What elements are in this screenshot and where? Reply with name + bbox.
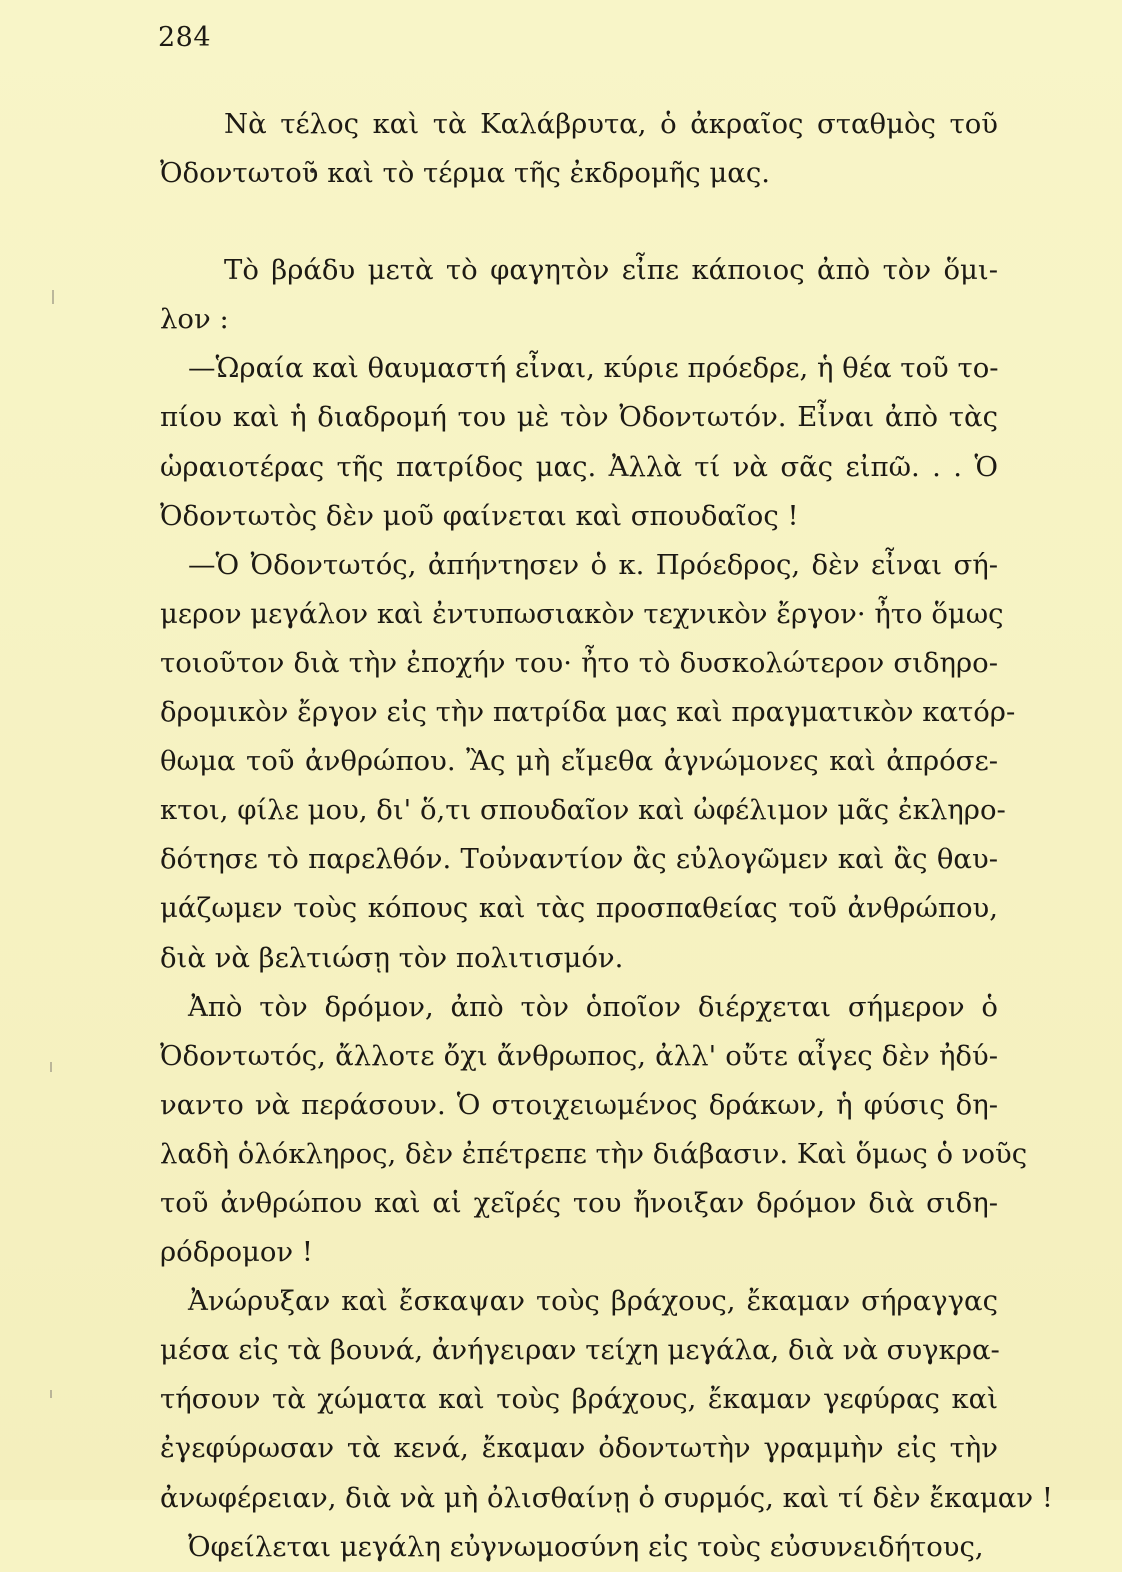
text-line: τοῦ ἀνθρώπου καὶ αἱ χεῖρές του ἤνοιξαν δρόμον διὰ σιδη- xyxy=(160,1186,998,1219)
margin-mark xyxy=(52,290,54,304)
text-line: μερον μεγάλον καὶ ἐντυπωσιακὸν τεχνικὸν ἔργον· ἦτο ὅμως xyxy=(160,597,1004,630)
text-line: Ἀνώρυξαν καὶ ἔσκαψαν τοὺς βράχους, ἔκαμαν σήραγγας xyxy=(188,1285,998,1318)
text-line: λαδὴ ὁλόκληρος, δὲν ἐπέτρεπε τὴν διάβασιν. Καὶ ὅμως ὁ νοῦς xyxy=(160,1137,1028,1170)
text-line: Ἀπὸ τὸν δρόμον, ἀπὸ τὸν ὁποῖον διέρχεται σήμερον ὁ xyxy=(188,990,998,1023)
text-line: ἀνωφέρειαν, διὰ νὰ μὴ ὀλισθαίνῃ ὁ συρμός, καὶ τί δὲν ἔκαμαν ! xyxy=(160,1481,1053,1514)
text-line: μέσα εἰς τὰ βουνά, ἀνήγειραν τείχη μεγάλα, διὰ νὰ συγκρα- xyxy=(160,1334,1000,1367)
margin-mark xyxy=(50,1390,52,1398)
text-line: δότησε τὸ παρελθόν. Τοὐναντίον ἂς εὐλογῶμεν καὶ ἂς θαυ- xyxy=(160,843,998,876)
text-line: λον : xyxy=(160,303,229,336)
text-line: θωμα τοῦ ἀνθρώπου. Ἂς μὴ εἴμεθα ἀγνώμονες καὶ ἀπρόσε- xyxy=(160,745,998,778)
section-gap xyxy=(160,198,998,246)
text-line: —Ὡραία καὶ θαυμαστή εἶναι, κύριε πρόεδρε, ἡ θέα τοῦ το- xyxy=(188,352,999,385)
text-line: Νὰ τέλος καὶ τὰ Καλάβρυτα, ὁ ἀκραῖος σταθμὸς τοῦ xyxy=(224,108,998,140)
text-line: Ὀδοντωτός, ἄλλοτε ὄχι ἄνθρωπος, ἀλλ' οὔτε αἶγες δὲν ἠδύ- xyxy=(160,1039,998,1072)
margin-mark xyxy=(50,1062,52,1072)
text-line: Ὀδοντωτοῦ καὶ τὸ τέρμα τῆς ἐκδρομῆς μας. xyxy=(160,157,770,190)
text-line: ἐγεφύρωσαν τὰ κενά, ἔκαμαν ὀδοντωτὴν γραμμὴν εἰς τὴν xyxy=(160,1432,998,1465)
text-line: ρόδρομον ! xyxy=(160,1236,313,1269)
text-line: τοιοῦτον διὰ τὴν ἐποχήν του· ἦτο τὸ δυσκολώτερον σιδηρο- xyxy=(160,646,998,679)
text-line: ναντο νὰ περάσουν. Ὁ στοιχειωμένος δράκων, ἡ φύσις δη- xyxy=(160,1088,998,1121)
text-line: πίου καὶ ἡ διαδρομή του μὲ τὸν Ὀδοντωτόν. Εἶναι ἀπὸ τὰς xyxy=(160,401,998,434)
text-line: κτοι, φίλε μου, δι' ὅ,τι σπουδαῖον καὶ ὠφέλιμον μᾶς ἐκληρο- xyxy=(160,794,1006,827)
text-line: ὡραιοτέρας τῆς πατρίδος μας. Ἀλλὰ τί νὰ σᾶς εἰπῶ. . . Ὁ xyxy=(160,450,998,483)
page-number: 284 xyxy=(158,22,212,53)
text-line: Τὸ βράδυ μετὰ τὸ φαγητὸν εἶπε κάποιος ἀπὸ τὸν ὅμι- xyxy=(224,254,998,287)
text-line: Ὀδοντωτὸς δὲν μοῦ φαίνεται καὶ σπουδαῖος ! xyxy=(160,499,799,532)
text-line: μάζωμεν τοὺς κόπους καὶ τὰς προσπαθείας τοῦ ἀνθρώπου, xyxy=(160,892,998,925)
text-line: Ὀφείλεται μεγάλη εὐγνωμοσύνη εἰς τοὺς εὐσυνειδήτους, xyxy=(188,1530,984,1563)
text-line: —Ὁ Ὀδοντωτός, ἀπήντησεν ὁ κ. Πρόεδρος, δὲν εἶναι σή- xyxy=(188,548,998,581)
text-line: τήσουν τὰ χώματα καὶ τοὺς βράχους, ἔκαμαν γεφύρας καὶ xyxy=(160,1383,998,1416)
main-text xyxy=(160,100,1053,1572)
text-line: διὰ νὰ βελτιώσῃ τὸν πολιτισμόν. xyxy=(160,941,624,974)
text-line: δρομικὸν ἔργον εἰς τὴν πατρίδα μας καὶ πραγματικὸν κατόρ- xyxy=(160,696,1016,729)
